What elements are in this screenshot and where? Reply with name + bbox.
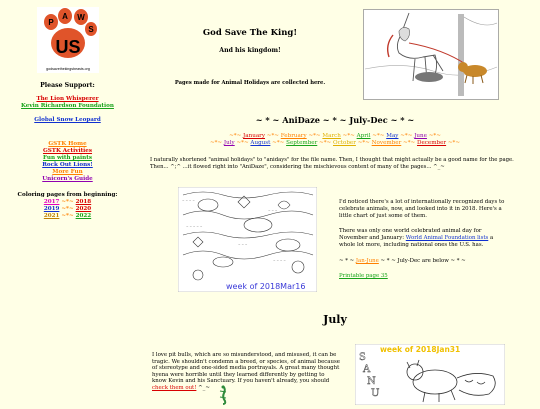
unicorn-dog-drawing <box>363 9 499 100</box>
world-animal-foundation-link[interactable]: World Animal Foundation lists <box>405 234 489 241</box>
july-paragraph-text: I love pit bulls, which are so misunderstood, and misused, it can be tragic. We shouldn't condemn a breed, or species, of animal because of stereotype and one-sided media portrayals. A great many thought hyena were horrible until they learned differently by getting to know Kevin and his Sanctuary. If you haven't already, you should <box>152 352 340 385</box>
lion-whisperer-link[interactable]: The Lion Whisperer <box>36 96 99 102</box>
svg-text:~ ~ ~: ~ ~ ~ <box>268 208 278 212</box>
year-separator: ~*~ <box>61 213 74 219</box>
year-row-1 <box>0 199 135 206</box>
month-link-may[interactable]: May <box>386 133 399 139</box>
coloring-pages-title: Coloring pages from beginning: <box>17 192 118 198</box>
month-link-december[interactable]: December <box>416 140 447 146</box>
month-separator: ~*~ <box>319 140 332 146</box>
month-separator: ~*~ <box>400 133 413 139</box>
year-2022-link[interactable]: 2022 <box>75 213 92 219</box>
july-paragraph-end: ^_~ <box>196 384 210 391</box>
svg-text:US: US <box>55 37 81 57</box>
month-link-april[interactable]: April <box>356 133 371 139</box>
intro-paragraph: I naturally shortened "animal holidays" to "anidays" for the file name. Then, I thought that might actually be a good name for the page. Then... ^;^ ...it flowed right into "AniDaze", considering the mischievous content of many of the pages... ^_~ <box>150 157 514 170</box>
year-2020-link[interactable]: 2020 <box>75 206 92 212</box>
unicorns-guide-link[interactable]: Unicorn's Guide <box>42 176 93 182</box>
month-separator: ~*~ <box>447 140 461 146</box>
month-link-august[interactable]: August <box>250 140 271 146</box>
july-paragraph <box>152 352 340 392</box>
svg-text:~ ~ ~ ~: ~ ~ ~ ~ <box>273 258 286 262</box>
month-link-january[interactable]: January <box>243 133 265 139</box>
world-animal-text-after: a whole lot more, including national ones the U.S. has. <box>339 234 494 248</box>
fun-with-paints-link[interactable]: Fun with paints <box>43 155 92 161</box>
more-fun-link[interactable]: More Fun <box>52 169 83 175</box>
months-row-1 <box>150 133 520 140</box>
svg-text:~ ~ ~ ~ ~: ~ ~ ~ ~ ~ <box>186 224 203 228</box>
year-row-3 <box>0 213 135 220</box>
printable-page-link[interactable]: Printable page 35 <box>339 273 388 279</box>
page-subtitle: And his kingdom! <box>219 47 281 54</box>
year-row-2 <box>0 206 135 213</box>
month-separator: ~*~ <box>236 140 249 146</box>
year-2018-link[interactable]: 2018 <box>75 199 92 205</box>
kevin-richardson-foundation-link[interactable]: Kevin Richardson Foundation <box>21 103 114 109</box>
month-link-october[interactable]: October <box>333 140 356 146</box>
gstk-activities-link[interactable]: GSTK Activities <box>42 148 93 154</box>
year-2021-link[interactable]: 2021 <box>43 213 60 219</box>
month-separator: ~*~ <box>428 133 441 139</box>
svg-text:A: A <box>62 12 68 21</box>
world-animal-paragraph <box>339 228 509 248</box>
svg-text:A: A <box>363 364 371 375</box>
svg-text:~ ~ ~ ~: ~ ~ ~ ~ <box>182 198 195 202</box>
rock-out-lions-link[interactable]: Rock Out Lions! <box>42 162 93 168</box>
year-separator: ~*~ <box>61 199 74 205</box>
month-separator: ~*~ <box>272 140 285 146</box>
holidays-intro-paragraph: I'd noticed there's a lot of internationally recognized days to celebrate animals, now, and looked into it in 2018. Here's a little chart of just some of them. <box>339 199 505 219</box>
year-separator: ~*~ <box>61 206 74 212</box>
svg-text:S: S <box>359 352 366 363</box>
site-logo[interactable] <box>37 7 99 73</box>
month-separator: ~*~ <box>403 140 416 146</box>
global-snow-leopard-link[interactable]: Global Snow Leopard <box>34 117 101 123</box>
year-2019-link[interactable]: 2019 <box>43 206 60 212</box>
year-2017-link[interactable]: 2017 <box>43 199 60 205</box>
jan-june-link[interactable]: Jan-June <box>355 258 379 264</box>
month-link-june[interactable]: June <box>414 133 427 139</box>
coloring-page-caption: week of 2018Mar16 <box>226 282 306 291</box>
world-animal-text-before: There was only one world celebrated animal day for November and January: <box>339 228 482 241</box>
month-separator: ~*~ <box>372 133 385 139</box>
nav-prefix: ~ * ~ <box>339 258 356 264</box>
svg-text:W: W <box>77 13 85 22</box>
bottom-image-caption: week of 2018Jan31 <box>380 345 461 354</box>
page-title: God Save The King! <box>202 28 298 38</box>
svg-text:N: N <box>367 376 376 387</box>
half-year-nav <box>339 258 509 265</box>
nav-suffix: ~ * ~ July-Dec are below ~ * ~ <box>378 258 466 264</box>
svg-text:S: S <box>88 25 94 34</box>
month-link-september[interactable]: September <box>286 140 318 146</box>
svg-text:U: U <box>371 388 380 399</box>
lizard-icon <box>216 385 230 405</box>
gstk-home-link[interactable]: GSTK Home <box>48 141 87 147</box>
month-link-november[interactable]: November <box>371 140 402 146</box>
month-separator: ~*~ <box>308 133 321 139</box>
months-row-2 <box>150 140 520 147</box>
svg-text:godsavethekingsbeasts.org: godsavethekingsbeasts.org <box>46 67 90 71</box>
page-note: Pages made for Animal Holidays are collected here. <box>174 80 326 86</box>
support-title: Please Support: <box>40 82 95 89</box>
check-them-out-link[interactable]: check them out! <box>152 384 197 391</box>
month-separator: ~*~ <box>209 140 223 146</box>
month-separator: ~*~ <box>229 133 242 139</box>
month-link-march[interactable]: March <box>322 133 341 139</box>
month-link-july[interactable]: July <box>223 140 235 146</box>
svg-text:P: P <box>48 18 54 27</box>
month-separator: ~*~ <box>266 133 279 139</box>
month-separator: ~*~ <box>342 133 355 139</box>
coloring-page-image[interactable] <box>178 187 317 292</box>
svg-text:~ ~ ~: ~ ~ ~ <box>238 242 248 246</box>
month-separator: ~*~ <box>357 140 370 146</box>
anidaze-heading: ~ * ~ AniDaze ~ * ~ July-Dec ~ * ~ <box>255 115 415 125</box>
july-heading: July <box>323 313 347 326</box>
month-link-february[interactable]: February <box>280 133 307 139</box>
